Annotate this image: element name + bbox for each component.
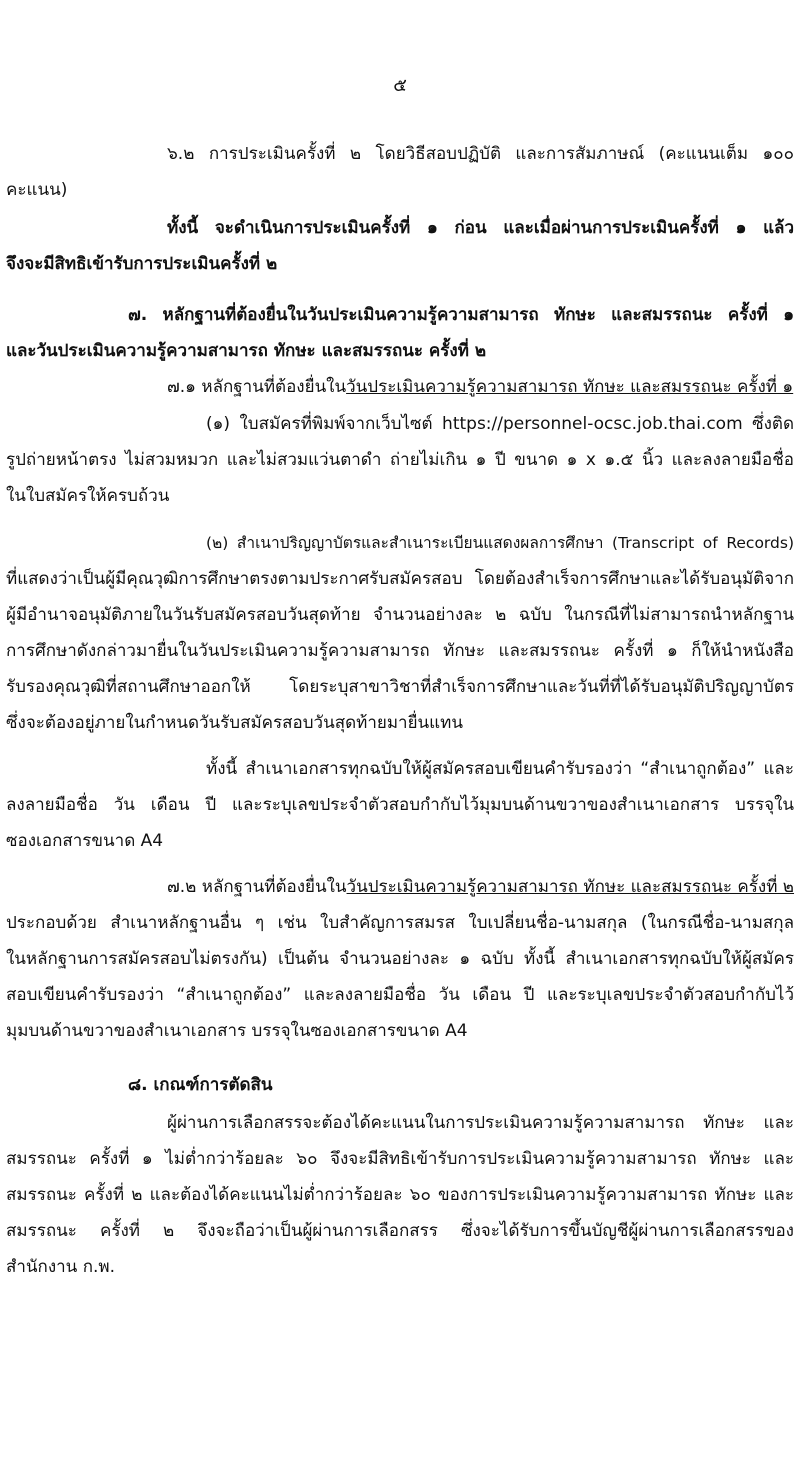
section-8-line-2: สมรรถนะ ครั้งที่ ๑ ไม่ต่ำกว่าร้อยละ ๖๐ จึงจะมีสิทธิเข้ารับการประเมินความรู้ความสามารถ ทักษะ และ [6,1149,794,1169]
item-2-line-6: ซึ่งจะต้องอยู่ภายในกำหนดวันรับสมัครสอบวันสุดท้ายมายื่นแทน [6,713,463,733]
certification-note-line-2: ลงลายมือชื่อ วัน เดือน ปี และระบุเลขประจำตัวสอบกำกับไว้มุมบนด้านขวาของสำเนาเอกสาร บรรจุใน [6,795,794,815]
section-7-2-line-4: สอบเขียนคำรับรองว่า “สำเนาถูกต้อง” และลงลายมือชื่อ วัน เดือน ปี และระบุเลขประจำตัวสอบกำกับไว้ [6,985,794,1005]
section-7-2-line-5: มุมบนด้านขวาของสำเนาเอกสาร บรรจุในซองเอกสารขนาด A4 [6,1021,468,1041]
section-8-line-3: สมรรถนะ ครั้งที่ ๒ และต้องได้คะแนนไม่ต่ำกว่าร้อยละ ๖๐ ของการประเมินความรู้ความสามารถ ทักษะ และ [6,1185,794,1205]
section-7-2-underlined: วันประเมินความรู้ความสามารถ ทักษะ และสมรรถนะ ครั้งที่ ๒ [346,877,795,897]
item-1-line-1: (๑) ใบสมัครที่พิมพ์จากเว็บไซต์ https://personnel-ocsc.job.thai.com ซึ่งติด [206,414,794,434]
section-8-line-4: สมรรถนะ ครั้งที่ ๒ จึงจะถือว่าเป็นผู้ผ่านการเลือกสรร ซึ่งจะได้รับการขึ้นบัญชีผู้ผ่านการเลือกสรรของ [6,1221,794,1241]
item-2-line-4: การศึกษาดังกล่าวมายื่นในวันประเมินความรู้ความสามารถ ทักษะ และสมรรถนะ ครั้งที่ ๑ ก็ให้นำหนังสือ [6,641,794,661]
assessment-order-note-line-2: จึงจะมีสิทธิเข้ารับการประเมินครั้งที่ ๒ [6,254,278,274]
section-7-1-underlined: วันประเมินความรู้ความสามารถ ทักษะ และสมรรถนะ ครั้งที่ ๑ [346,377,794,397]
section-6-2-line-1: ๖.๒ การประเมินครั้งที่ ๒ โดยวิธีสอบปฏิบัติ และการสัมภาษณ์ (คะแนนเต็ม ๑๐๐ [167,144,794,164]
item-2-line-2: ที่แสดงว่าเป็นผู้มีคุณวุฒิการศึกษาตรงตามประกาศรับสมัครสอบ โดยต้องสำเร็จการศึกษาและได้รับอนุมัติจาก [6,569,794,589]
section-7-heading-line-1: ๗. หลักฐานที่ต้องยื่นในวันประเมินความรู้ความสามารถ ทักษะ และสมรรถนะ ครั้งที่ ๑ [128,305,794,325]
item-2-line-5: รับรองคุณวุฒิที่สถานศึกษาออกให้ โดยระบุสาขาวิชาที่สำเร็จการศึกษาและวันที่ที่ได้รับอนุมัติปริญญาบัตร [6,677,794,697]
section-6-2-line-2: คะแนน) [6,180,68,200]
section-7-2-line-3: ในหลักฐานการสมัครสอบไม่ตรงกัน) เป็นต้น จำนวนอย่างละ ๑ ฉบับ ทั้งนี้ สำเนาเอกสารทุกฉบับให้ผู้สมัคร [6,949,794,969]
section-7-2-heading [167,875,794,899]
section-7-1-prefix: ๗.๑ หลักฐานที่ต้องยื่นใน [167,377,347,397]
section-8-line-1: ผู้ผ่านการเลือกสรรจะต้องได้คะแนนในการประเมินความรู้ความสามารถ ทักษะ และ [167,1113,794,1133]
section-8-line-5: สำนักงาน ก.พ. [6,1257,116,1277]
assessment-order-note-line-1: ทั้งนี้ จะดำเนินการประเมินครั้งที่ ๑ ก่อน และเมื่อผ่านการประเมินครั้งที่ ๑ แล้ว [167,218,794,238]
section-8-heading: ๘. เกณฑ์การตัดสิน [128,1075,273,1095]
item-2-line-1: (๒) สำเนาปริญญาบัตรและสำเนาระเบียนแสดงผลการศึกษา (Transcript of Records) [206,534,794,552]
item-2-line-3: ผู้มีอำนาจอนุมัติภายในวันรับสมัครสอบวันสุดท้าย จำนวนอย่างละ ๒ ฉบับ ในกรณีที่ไม่สามารถนำหลักฐาน [6,605,794,625]
section-7-heading-line-2: และวันประเมินความรู้ความสามารถ ทักษะ และสมรรถนะ ครั้งที่ ๒ [6,341,487,361]
page-number: ๕ [393,75,407,96]
certification-note-line-1: ทั้งนี้ สำเนาเอกสารทุกฉบับให้ผู้สมัครสอบเขียนคำรับรองว่า “สำเนาถูกต้อง” และ [206,759,794,779]
item-1-line-3: ในใบสมัครให้ครบถ้วน [6,486,170,506]
item-1-line-2: รูปถ่ายหน้าตรง ไม่สวมหมวก และไม่สวมแว่นตาดำ ถ่ายไม่เกิน ๑ ปี ขนาด ๑ x ๑.๕ นิ้ว และลงลายมือชื่อ [6,450,794,470]
section-7-2-prefix: ๗.๒ หลักฐานที่ต้องยื่นใน [167,877,347,897]
certification-note-line-3: ซองเอกสารขนาด A4 [6,831,164,851]
section-7-2-line-2: ประกอบด้วย สำเนาหลักฐานอื่น ๆ เช่น ใบสำคัญการสมรส ใบเปลี่ยนชื่อ-นามสกุล (ในกรณีชื่อ-นามสกุล [6,913,794,933]
section-7-1-heading [167,375,793,399]
